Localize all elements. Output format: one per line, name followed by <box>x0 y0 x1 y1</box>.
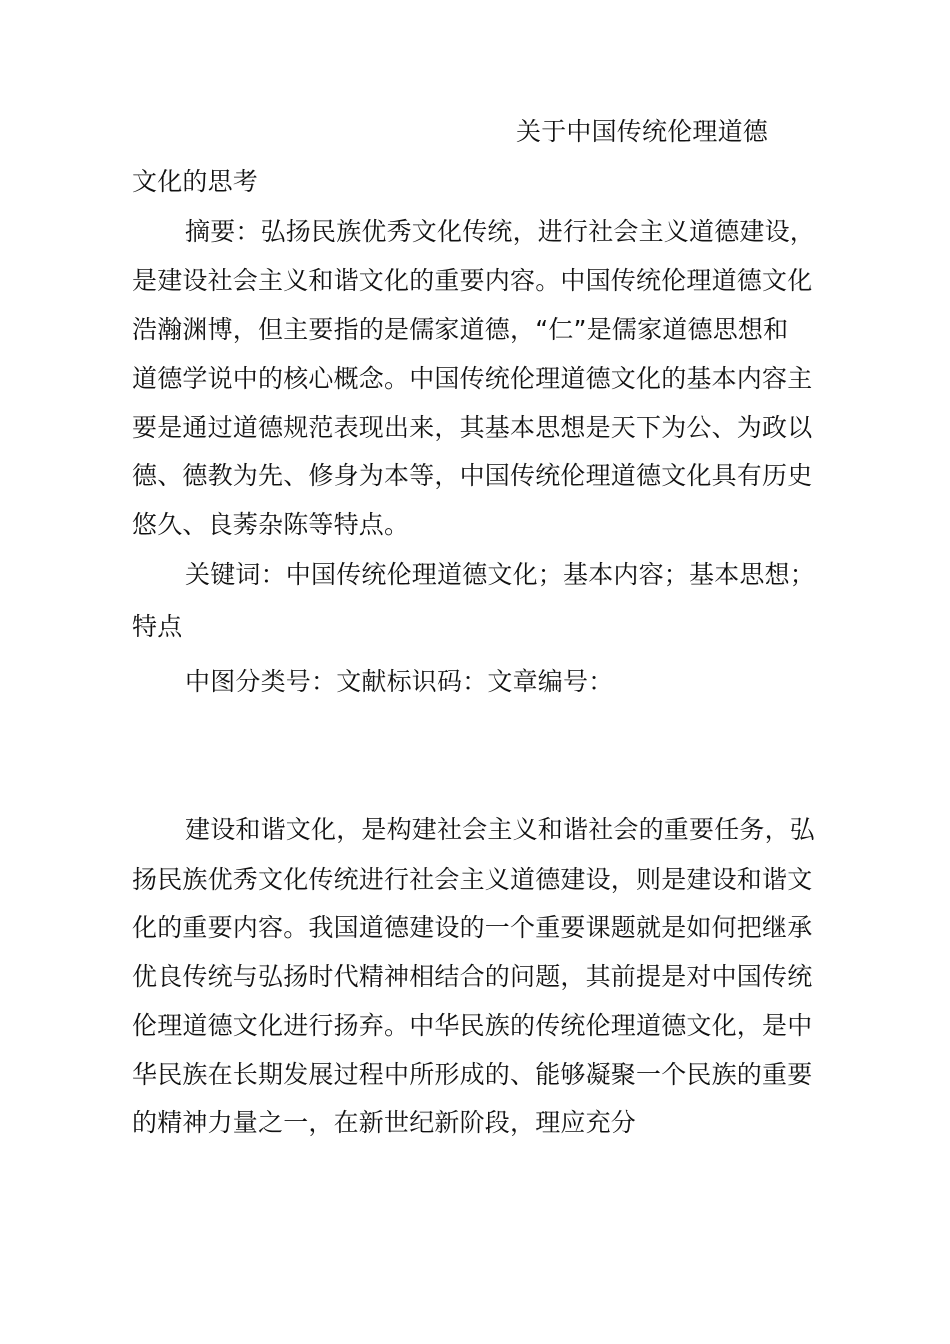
body-line: 的精神力量之一，在新世纪新阶段，理应充分 <box>132 1108 637 1137</box>
body-line: 华民族在长期发展过程中所形成的、能够凝聚一个民族的重要 <box>132 1060 813 1089</box>
keywords-line: 特点 <box>132 612 183 641</box>
title-line-1: 关于中国传统伦理道德 <box>516 117 769 146</box>
abstract-line: 道德学说中的核心概念。中国传统伦理道德文化的基本内容主 <box>132 364 813 393</box>
abstract-line: 浩瀚渊博，但主要指的是儒家道德，“仁”是儒家道德思想和 <box>132 315 789 344</box>
body-line: 扬民族优秀文化传统进行社会主义道德建设，则是建设和谐文 <box>132 865 813 894</box>
keywords-line: 关键词：中国传统伦理道德文化；基本内容；基本思想； <box>185 560 816 589</box>
abstract-line: 要是通过道德规范表现出来，其基本思想是天下为公、为政以 <box>132 413 813 442</box>
body-line: 建设和谐文化，是构建社会主义和谐社会的重要任务，弘 <box>185 815 816 844</box>
classification-line: 中图分类号：文献标识码：文章编号： <box>185 667 614 696</box>
abstract-line: 悠久、良莠杂陈等特点。 <box>132 510 410 539</box>
abstract-line: 摘要：弘扬民族优秀文化传统，进行社会主义道德建设， <box>185 217 816 246</box>
body-line: 伦理道德文化进行扬弃。中华民族的传统伦理道德文化，是中 <box>132 1011 813 1040</box>
abstract-line: 德、德教为先、修身为本等，中国传统伦理道德文化具有历史 <box>132 461 813 490</box>
title-line-2: 文化的思考 <box>132 167 259 196</box>
body-line: 优良传统与弘扬时代精神相结合的问题，其前提是对中国传统 <box>132 962 813 991</box>
abstract-line: 是建设社会主义和谐文化的重要内容。中国传统伦理道德文化 <box>132 266 813 295</box>
body-line: 化的重要内容。我国道德建设的一个重要课题就是如何把继承 <box>132 913 813 942</box>
